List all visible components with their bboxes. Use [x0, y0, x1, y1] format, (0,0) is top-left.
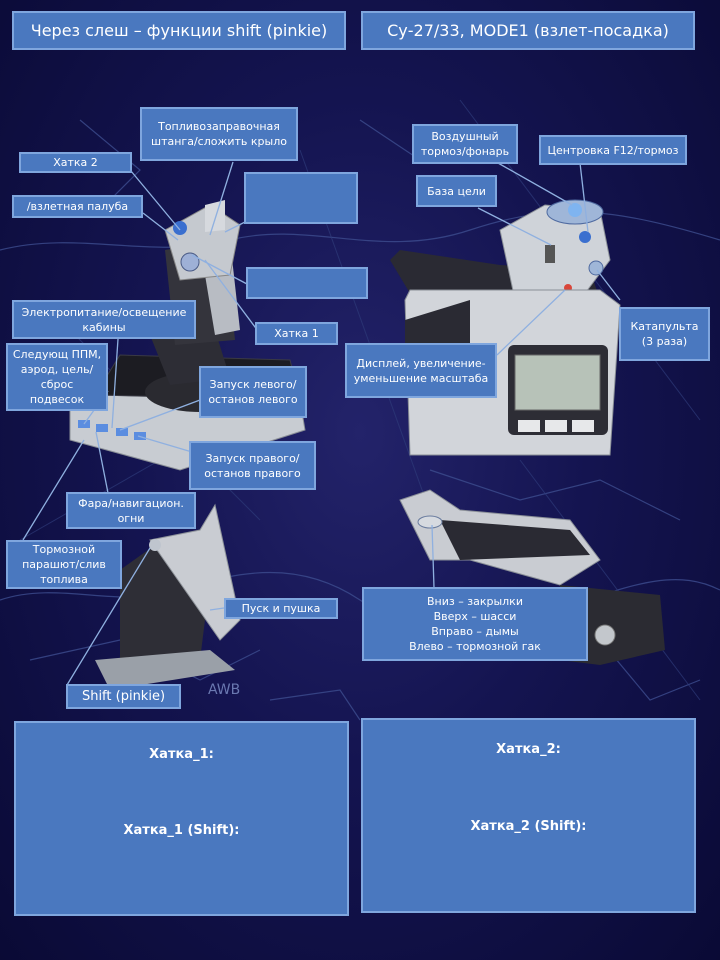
hat-dir-up: Вверх – шасси [433, 610, 517, 623]
label-fire [224, 598, 338, 619]
label-lights-text: Фара/навигацион. огни [78, 496, 184, 525]
right-title: Су-27/33, MODE1 (взлет-посадка) [387, 20, 669, 40]
label-lights [66, 492, 196, 529]
label-catapult [619, 307, 710, 361]
hat1-title: Хатка_1: [149, 747, 214, 762]
label-next-ppm-text: Следующ ППМ, аэрод, цель/сброс подвесок [12, 348, 102, 406]
label-deck-text: /взлетная палуба [26, 200, 129, 213]
label-fire-text: Пуск и пушка [241, 602, 321, 615]
label-target-base [416, 175, 497, 207]
label-hat1-text: Хатка 1 [274, 327, 319, 340]
hat1-shift-title: Хатка_1 (Shift): [123, 823, 240, 838]
label-display [345, 343, 497, 398]
label-start-right-text: Запуск правого/останов правого [204, 451, 301, 480]
hat1-panel [14, 721, 349, 916]
label-display-text: Дисплей, увеличение-уменьшение масштаба [353, 356, 489, 385]
label-start-left-text: Запуск левого/останов левого [208, 378, 298, 406]
right-title-box [361, 11, 695, 50]
left-title: Через слеш – функции shift (pinkie) [30, 20, 328, 40]
label-center [539, 135, 687, 165]
label-brake-chute [6, 540, 122, 589]
label-empty-1 [244, 172, 358, 224]
hat-dir-down: Вниз – закрылки [427, 595, 523, 608]
label-hat1 [255, 322, 338, 345]
hat-dir-right: Вправо – дымы [431, 625, 519, 638]
label-airbrake-text: Воздушный тормоз/фонарь [420, 130, 510, 158]
left-title-box [12, 11, 346, 50]
label-airbrake [412, 124, 518, 164]
hat2-shift-title: Хатка_2 (Shift): [470, 819, 587, 834]
hat-dir-left: Влево – тормозной гак [409, 640, 541, 653]
hat2-panel [361, 718, 696, 913]
label-deck [12, 195, 143, 218]
label-empty-2 [246, 267, 368, 299]
label-center-text: Центровка F12/тормоз [547, 143, 679, 157]
hat2-title: Хатка_2: [496, 742, 561, 757]
map-label: AWB [208, 682, 241, 698]
label-target-base-text: База цели [427, 184, 486, 198]
label-hat2 [19, 152, 132, 173]
label-fuel-probe [140, 107, 298, 161]
label-brake-chute-text: Тормозной парашют/слив топлива [22, 543, 106, 586]
label-hat2-text: Хатка 2 [53, 156, 98, 169]
label-start-right [189, 441, 316, 490]
label-hat-directions [362, 587, 588, 661]
label-power [12, 300, 196, 339]
label-catapult-text: Катапульта (3 раза) [630, 320, 699, 348]
label-next-ppm [6, 343, 108, 411]
label-fuel-probe-text: Топливозаправочная штанга/сложить крыло [151, 120, 287, 148]
label-shift-text: Shift (pinkie) [81, 689, 166, 704]
label-power-text: Электропитание/освещение кабины [21, 305, 187, 334]
label-shift [66, 684, 181, 709]
label-start-left [199, 366, 307, 418]
